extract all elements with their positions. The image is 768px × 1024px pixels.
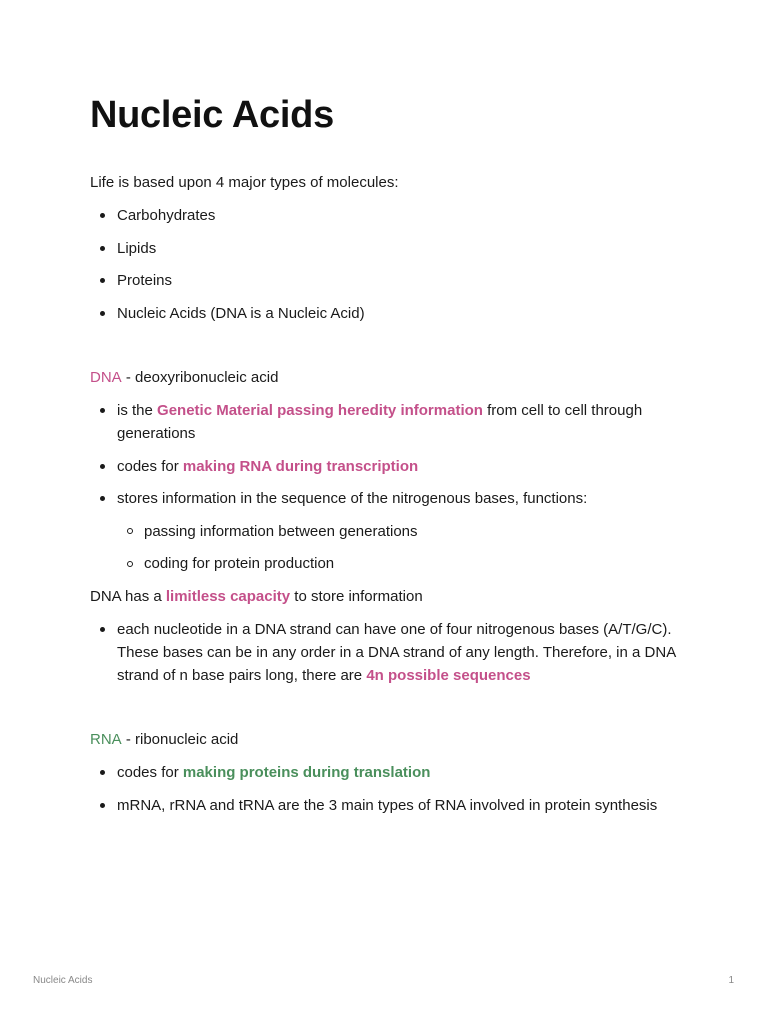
highlight-text: 4n possible sequences [366,667,531,684]
list-item [90,794,690,817]
list-item [90,618,690,687]
rna-heading [90,728,690,751]
dna-definition: - deoxyribonucleic acid [121,369,279,386]
list-item [90,487,690,510]
list-item [90,399,690,445]
dna-term: DNA [90,369,122,386]
rna-points-list [90,761,690,817]
point-text: from cell to cell through generations [117,402,643,442]
page-number: 1 [728,975,734,986]
point-text: stores information in the sequence of the nitrogenous bases, functions: [117,490,588,507]
dna-capacity-text [90,585,690,608]
document-page [90,90,690,817]
point-text: codes for [117,457,183,475]
rna-definition: - ribonucleic acid [121,731,239,748]
rna-term: RNA [90,731,122,748]
list-item: passing information between generations [117,520,690,543]
page-title: Nucleic Acids [90,94,334,136]
list-item [90,455,690,478]
list-item [90,761,690,784]
list-item: Lipids [90,237,690,260]
dna-functions-list [90,520,690,576]
molecule-list [90,204,690,325]
point-text: each nucleotide in a DNA strand can have one of four nitrogenous bases (A/T/G/C). These bases can be in any order in a DNA strand of any length. Therefore, in a DNA strand of n base pairs long, there are [117,621,676,684]
dna-capacity-list [90,618,690,687]
list-item: coding for protein production [117,552,690,575]
highlight-text: making RNA during transcription [182,457,419,475]
highlight-text: limitless capacity [165,588,291,605]
point-text: codes for [117,764,183,781]
point-text: to store information [290,588,423,605]
point-text: mRNA, rRNA and tRNA are the 3 main types of RNA involved in protein synthesis [117,796,658,814]
dna-heading [90,366,690,389]
dna-points-list [90,399,690,510]
footer-title: Nucleic Acids [33,975,93,986]
list-item: Nucleic Acids (DNA is a Nucleic Acid) [90,302,690,325]
point-text: DNA has a [90,588,166,605]
highlight-text: Genetic Material passing heredity information [157,402,483,419]
list-item: Carbohydrates [90,204,690,227]
point-text: is the [117,402,158,419]
highlight-text: making proteins during translation [182,764,431,781]
list-item: Proteins [90,269,690,292]
intro-text: Life is based upon 4 major types of molecules: [90,174,399,191]
